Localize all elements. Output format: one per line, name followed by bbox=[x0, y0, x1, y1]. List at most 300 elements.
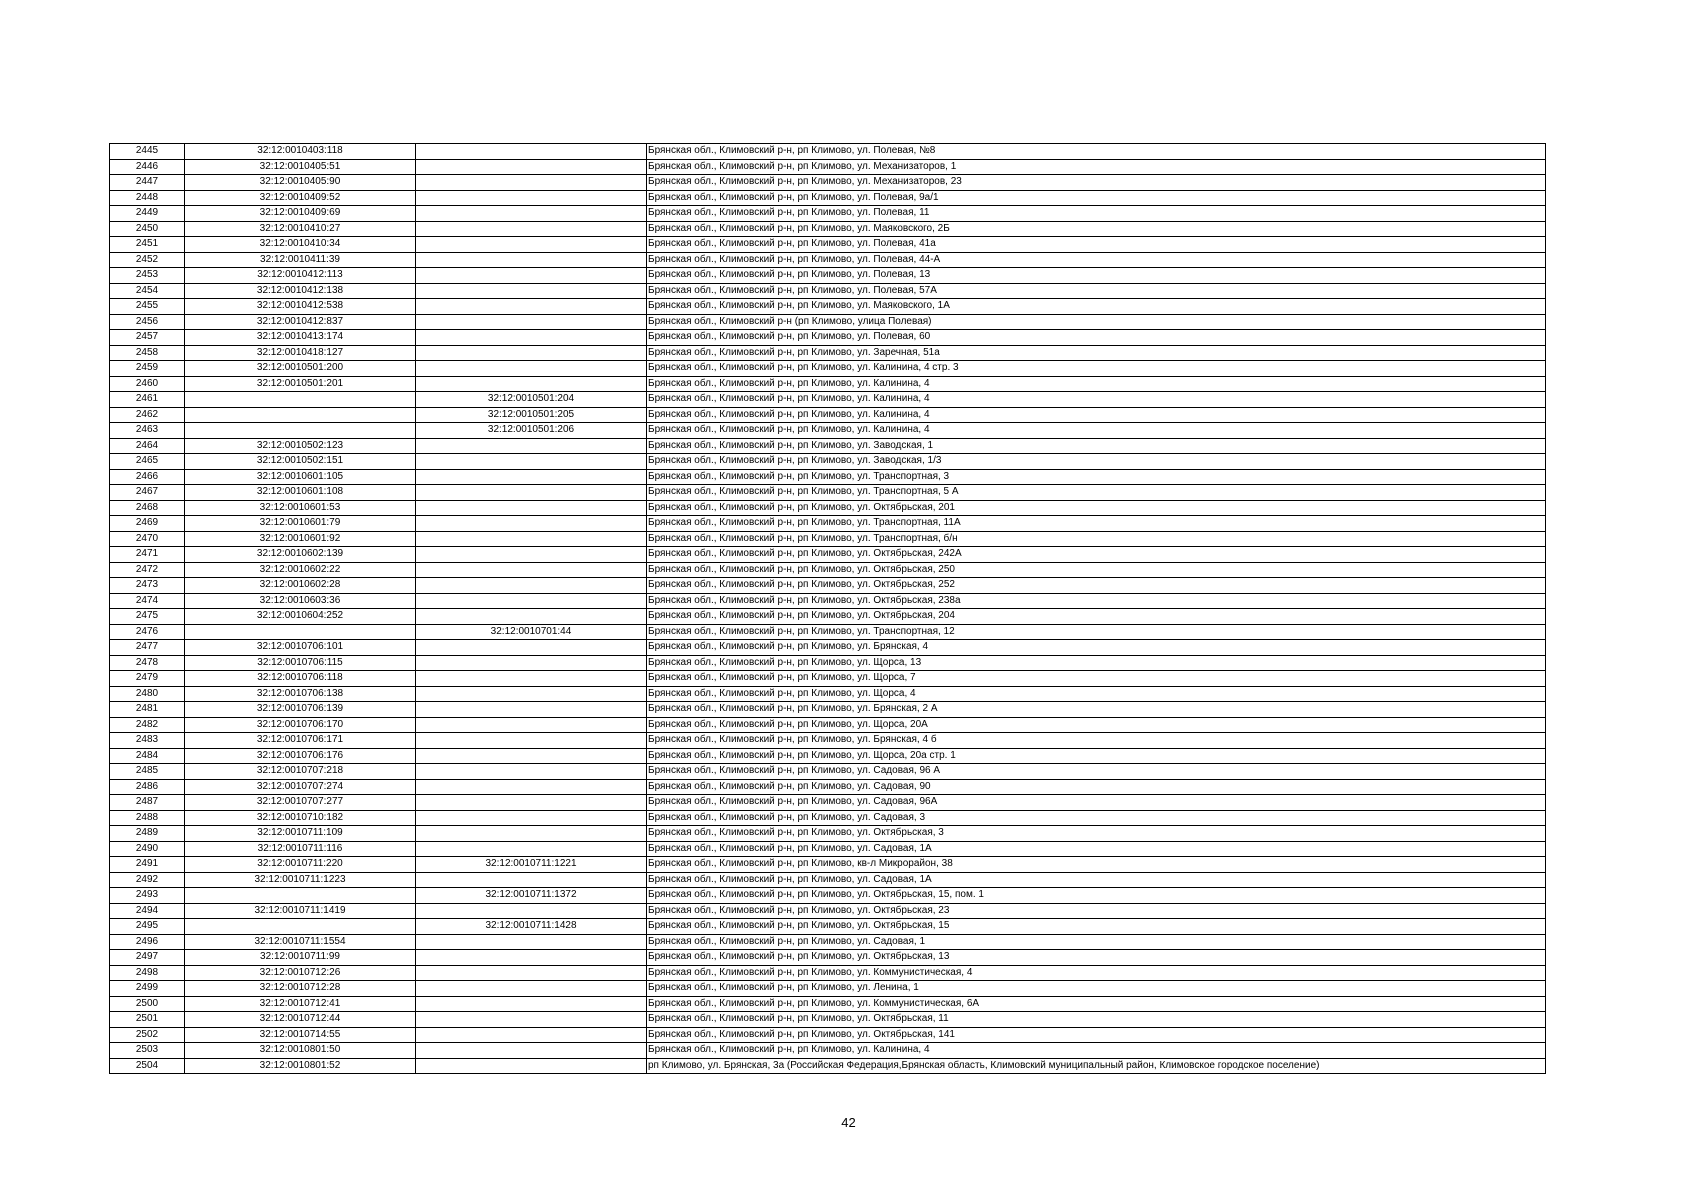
cadastral-number-cell bbox=[185, 888, 416, 904]
table-row bbox=[110, 965, 1546, 981]
cadastral-number-cell: 32:12:0010706:176 bbox=[185, 748, 416, 764]
linked-cadastral-number-cell bbox=[416, 950, 647, 966]
table-row bbox=[110, 733, 1546, 749]
table-row bbox=[110, 144, 1546, 160]
linked-cadastral-number-cell bbox=[416, 810, 647, 826]
linked-cadastral-number-cell bbox=[416, 252, 647, 268]
cadastral-number-cell: 32:12:0010711:116 bbox=[185, 841, 416, 857]
table-row bbox=[110, 717, 1546, 733]
address-cell: Брянская обл., Климовский р-н, рп Климово, ул. Октябрьская, 23 bbox=[647, 903, 1546, 919]
linked-cadastral-number-cell: 32:12:0010701:44 bbox=[416, 624, 647, 640]
cadastral-number-cell: 32:12:0010418:127 bbox=[185, 345, 416, 361]
cadastral-number-cell: 32:12:0010711:1419 bbox=[185, 903, 416, 919]
cadastral-number-cell: 32:12:0010412:837 bbox=[185, 314, 416, 330]
row-number-cell: 2479 bbox=[110, 671, 185, 687]
cadastral-number-cell bbox=[185, 919, 416, 935]
table-row bbox=[110, 1058, 1546, 1074]
row-number-cell: 2492 bbox=[110, 872, 185, 888]
row-number-cell: 2495 bbox=[110, 919, 185, 935]
row-number-cell: 2502 bbox=[110, 1027, 185, 1043]
row-number-cell: 2478 bbox=[110, 655, 185, 671]
address-cell: рп Климово, ул. Брянская, 3а (Российская Федерация,Брянская область, Климовский муниципальный район, Климовское городское поселение) bbox=[647, 1058, 1546, 1074]
table-row bbox=[110, 950, 1546, 966]
cadastral-number-cell: 32:12:0010706:139 bbox=[185, 702, 416, 718]
table-row bbox=[110, 857, 1546, 873]
cadastral-number-cell: 32:12:0010714:55 bbox=[185, 1027, 416, 1043]
linked-cadastral-number-cell bbox=[416, 237, 647, 253]
table-row bbox=[110, 841, 1546, 857]
linked-cadastral-number-cell bbox=[416, 1043, 647, 1059]
linked-cadastral-number-cell bbox=[416, 578, 647, 594]
address-cell: Брянская обл., Климовский р-н, рп Климово, ул. Заречная, 51а bbox=[647, 345, 1546, 361]
table-row bbox=[110, 299, 1546, 315]
table-row bbox=[110, 361, 1546, 377]
address-cell: Брянская обл., Климовский р-н, рп Климово, ул. Брянская, 2 А bbox=[647, 702, 1546, 718]
table-row bbox=[110, 314, 1546, 330]
row-number-cell: 2456 bbox=[110, 314, 185, 330]
table-row bbox=[110, 221, 1546, 237]
row-number-cell: 2486 bbox=[110, 779, 185, 795]
address-cell: Брянская обл., Климовский р-н (рп Климово, улица Полевая) bbox=[647, 314, 1546, 330]
cadastral-number-cell: 32:12:0010706:115 bbox=[185, 655, 416, 671]
linked-cadastral-number-cell bbox=[416, 1012, 647, 1028]
table-row bbox=[110, 516, 1546, 532]
cadastral-number-cell: 32:12:0010405:90 bbox=[185, 175, 416, 191]
row-number-cell: 2447 bbox=[110, 175, 185, 191]
linked-cadastral-number-cell bbox=[416, 159, 647, 175]
cadastral-number-cell: 32:12:0010711:220 bbox=[185, 857, 416, 873]
row-number-cell: 2496 bbox=[110, 934, 185, 950]
address-cell: Брянская обл., Климовский р-н, рп Климово, ул. Коммунистическая, 6А bbox=[647, 996, 1546, 1012]
row-number-cell: 2451 bbox=[110, 237, 185, 253]
table-row bbox=[110, 500, 1546, 516]
row-number-cell: 2463 bbox=[110, 423, 185, 439]
address-cell: Брянская обл., Климовский р-н, рп Климово, ул. Октябрьская, 242А bbox=[647, 547, 1546, 563]
row-number-cell: 2504 bbox=[110, 1058, 185, 1074]
address-cell: Брянская обл., Климовский р-н, рп Климово, ул. Садовая, 1 bbox=[647, 934, 1546, 950]
address-cell: Брянская обл., Климовский р-н, рп Климово, ул. Щорса, 13 bbox=[647, 655, 1546, 671]
linked-cadastral-number-cell bbox=[416, 469, 647, 485]
cadastral-number-cell: 32:12:0010412:138 bbox=[185, 283, 416, 299]
linked-cadastral-number-cell bbox=[416, 609, 647, 625]
row-number-cell: 2445 bbox=[110, 144, 185, 160]
linked-cadastral-number-cell bbox=[416, 438, 647, 454]
linked-cadastral-number-cell bbox=[416, 500, 647, 516]
address-cell: Брянская обл., Климовский р-н, рп Климово, ул. Транспортная, б/н bbox=[647, 531, 1546, 547]
table-row bbox=[110, 671, 1546, 687]
row-number-cell: 2501 bbox=[110, 1012, 185, 1028]
cadastral-number-cell: 32:12:0010712:44 bbox=[185, 1012, 416, 1028]
row-number-cell: 2466 bbox=[110, 469, 185, 485]
cadastral-number-cell: 32:12:0010712:28 bbox=[185, 981, 416, 997]
cadastral-number-cell: 32:12:0010601:108 bbox=[185, 485, 416, 501]
cadastral-number-cell: 32:12:0010601:53 bbox=[185, 500, 416, 516]
row-number-cell: 2500 bbox=[110, 996, 185, 1012]
row-number-cell: 2458 bbox=[110, 345, 185, 361]
row-number-cell: 2468 bbox=[110, 500, 185, 516]
table-row bbox=[110, 795, 1546, 811]
address-cell: Брянская обл., Климовский р-н, рп Климово, ул. Полевая, №8 bbox=[647, 144, 1546, 160]
cadastral-number-cell: 32:12:0010801:50 bbox=[185, 1043, 416, 1059]
linked-cadastral-number-cell bbox=[416, 376, 647, 392]
table-row bbox=[110, 175, 1546, 191]
linked-cadastral-number-cell bbox=[416, 283, 647, 299]
address-cell: Брянская обл., Климовский р-н, рп Климово, ул. Заводская, 1 bbox=[647, 438, 1546, 454]
cadastral-number-cell bbox=[185, 423, 416, 439]
linked-cadastral-number-cell bbox=[416, 965, 647, 981]
row-number-cell: 2483 bbox=[110, 733, 185, 749]
table-row bbox=[110, 562, 1546, 578]
table-row bbox=[110, 159, 1546, 175]
address-cell: Брянская обл., Климовский р-н, рп Климово, ул. Щорса, 4 bbox=[647, 686, 1546, 702]
cadastral-number-cell: 32:12:0010602:139 bbox=[185, 547, 416, 563]
cadastral-number-cell: 32:12:0010601:105 bbox=[185, 469, 416, 485]
linked-cadastral-number-cell bbox=[416, 996, 647, 1012]
address-cell: Брянская обл., Климовский р-н, рп Климово, ул. Октябрьская, 238а bbox=[647, 593, 1546, 609]
cadastral-number-cell: 32:12:0010412:538 bbox=[185, 299, 416, 315]
address-cell: Брянская обл., Климовский р-н, рп Климово, ул. Механизаторов, 23 bbox=[647, 175, 1546, 191]
linked-cadastral-number-cell bbox=[416, 485, 647, 501]
linked-cadastral-number-cell bbox=[416, 934, 647, 950]
linked-cadastral-number-cell bbox=[416, 981, 647, 997]
table-row bbox=[110, 345, 1546, 361]
cadastral-number-cell: 32:12:0010413:174 bbox=[185, 330, 416, 346]
linked-cadastral-number-cell: 32:12:0010501:205 bbox=[416, 407, 647, 423]
table-row bbox=[110, 609, 1546, 625]
cadastral-number-cell: 32:12:0010706:170 bbox=[185, 717, 416, 733]
table-row bbox=[110, 237, 1546, 253]
address-cell: Брянская обл., Климовский р-н, рп Климово, ул. Садовая, 3 bbox=[647, 810, 1546, 826]
table-row bbox=[110, 407, 1546, 423]
table-row bbox=[110, 423, 1546, 439]
cadastral-number-cell: 32:12:0010706:171 bbox=[185, 733, 416, 749]
cadastral-number-cell: 32:12:0010706:101 bbox=[185, 640, 416, 656]
linked-cadastral-number-cell bbox=[416, 268, 647, 284]
cadastral-number-cell: 32:12:0010502:123 bbox=[185, 438, 416, 454]
cadastral-number-cell: 32:12:0010601:79 bbox=[185, 516, 416, 532]
address-cell: Брянская обл., Климовский р-н, рп Климово, ул. Октябрьская, 204 bbox=[647, 609, 1546, 625]
cadastral-number-cell: 32:12:0010502:151 bbox=[185, 454, 416, 470]
address-cell: Брянская обл., Климовский р-н, рп Климово, ул. Калинина, 4 bbox=[647, 376, 1546, 392]
row-number-cell: 2453 bbox=[110, 268, 185, 284]
address-cell: Брянская обл., Климовский р-н, рп Климово, ул. Октябрьская, 201 bbox=[647, 500, 1546, 516]
row-number-cell: 2461 bbox=[110, 392, 185, 408]
cadastral-number-cell: 32:12:0010706:138 bbox=[185, 686, 416, 702]
row-number-cell: 2481 bbox=[110, 702, 185, 718]
address-cell: Брянская обл., Климовский р-н, рп Климово, ул. Октябрьская, 250 bbox=[647, 562, 1546, 578]
row-number-cell: 2488 bbox=[110, 810, 185, 826]
row-number-cell: 2490 bbox=[110, 841, 185, 857]
table-row bbox=[110, 283, 1546, 299]
cadastral-number-cell: 32:12:0010712:26 bbox=[185, 965, 416, 981]
row-number-cell: 2491 bbox=[110, 857, 185, 873]
table-row bbox=[110, 469, 1546, 485]
linked-cadastral-number-cell bbox=[416, 872, 647, 888]
address-cell: Брянская обл., Климовский р-н, рп Климово, ул. Щорса, 7 bbox=[647, 671, 1546, 687]
cadastral-number-cell: 32:12:0010603:36 bbox=[185, 593, 416, 609]
address-cell: Брянская обл., Климовский р-н, рп Климово, ул. Калинина, 4 bbox=[647, 1043, 1546, 1059]
table-row bbox=[110, 655, 1546, 671]
address-cell: Брянская обл., Климовский р-н, рп Климово, ул. Октябрьская, 141 bbox=[647, 1027, 1546, 1043]
table-row bbox=[110, 268, 1546, 284]
row-number-cell: 2482 bbox=[110, 717, 185, 733]
linked-cadastral-number-cell bbox=[416, 640, 647, 656]
row-number-cell: 2484 bbox=[110, 748, 185, 764]
linked-cadastral-number-cell bbox=[416, 748, 647, 764]
cadastral-number-cell: 32:12:0010410:27 bbox=[185, 221, 416, 237]
row-number-cell: 2462 bbox=[110, 407, 185, 423]
table-row bbox=[110, 1043, 1546, 1059]
linked-cadastral-number-cell bbox=[416, 547, 647, 563]
address-cell: Брянская обл., Климовский р-н, рп Климово, ул. Калинина, 4 bbox=[647, 392, 1546, 408]
cadastral-number-cell: 32:12:0010712:41 bbox=[185, 996, 416, 1012]
cadastral-number-cell: 32:12:0010707:218 bbox=[185, 764, 416, 780]
cadastral-number-cell: 32:12:0010706:118 bbox=[185, 671, 416, 687]
address-cell: Брянская обл., Климовский р-н, рп Климово, ул. Октябрьская, 11 bbox=[647, 1012, 1546, 1028]
linked-cadastral-number-cell bbox=[416, 733, 647, 749]
address-cell: Брянская обл., Климовский р-н, рп Климово, ул. Калинина, 4 bbox=[647, 407, 1546, 423]
row-number-cell: 2467 bbox=[110, 485, 185, 501]
address-cell: Брянская обл., Климовский р-н, рп Климово, ул. Садовая, 1А bbox=[647, 872, 1546, 888]
row-number-cell: 2460 bbox=[110, 376, 185, 392]
cadastral-number-cell: 32:12:0010711:109 bbox=[185, 826, 416, 842]
table-row bbox=[110, 252, 1546, 268]
cadastral-number-cell: 32:12:0010501:201 bbox=[185, 376, 416, 392]
address-cell: Брянская обл., Климовский р-н, рп Климово, ул. Полевая, 57А bbox=[647, 283, 1546, 299]
address-cell: Брянская обл., Климовский р-н, рп Климово, ул. Октябрьская, 15, пом. 1 bbox=[647, 888, 1546, 904]
address-cell: Брянская обл., Климовский р-н, рп Климово, ул. Октябрьская, 15 bbox=[647, 919, 1546, 935]
row-number-cell: 2477 bbox=[110, 640, 185, 656]
linked-cadastral-number-cell bbox=[416, 903, 647, 919]
cadastral-number-cell: 32:12:0010411:39 bbox=[185, 252, 416, 268]
address-cell: Брянская обл., Климовский р-н, рп Климово, ул. Калинина, 4 стр. 3 bbox=[647, 361, 1546, 377]
address-cell: Брянская обл., Климовский р-н, рп Климово, ул. Ленина, 1 bbox=[647, 981, 1546, 997]
linked-cadastral-number-cell bbox=[416, 454, 647, 470]
row-number-cell: 2448 bbox=[110, 190, 185, 206]
cadastral-table bbox=[109, 143, 1546, 1074]
row-number-cell: 2497 bbox=[110, 950, 185, 966]
address-cell: Брянская обл., Климовский р-н, рп Климово, ул. Механизаторов, 1 bbox=[647, 159, 1546, 175]
address-cell: Брянская обл., Климовский р-н, рп Климово, ул. Брянская, 4 bbox=[647, 640, 1546, 656]
linked-cadastral-number-cell bbox=[416, 345, 647, 361]
linked-cadastral-number-cell bbox=[416, 221, 647, 237]
linked-cadastral-number-cell: 32:12:0010711:1372 bbox=[416, 888, 647, 904]
cadastral-number-cell: 32:12:0010409:69 bbox=[185, 206, 416, 222]
table-row bbox=[110, 640, 1546, 656]
row-number-cell: 2485 bbox=[110, 764, 185, 780]
row-number-cell: 2455 bbox=[110, 299, 185, 315]
linked-cadastral-number-cell: 32:12:0010501:206 bbox=[416, 423, 647, 439]
table-body bbox=[110, 144, 1546, 1074]
row-number-cell: 2446 bbox=[110, 159, 185, 175]
cadastral-number-cell: 32:12:0010711:99 bbox=[185, 950, 416, 966]
linked-cadastral-number-cell bbox=[416, 330, 647, 346]
cadastral-number-cell: 32:12:0010602:28 bbox=[185, 578, 416, 594]
cadastral-number-cell: 32:12:0010410:34 bbox=[185, 237, 416, 253]
row-number-cell: 2503 bbox=[110, 1043, 185, 1059]
cadastral-number-cell: 32:12:0010501:200 bbox=[185, 361, 416, 377]
table-row bbox=[110, 624, 1546, 640]
linked-cadastral-number-cell: 32:12:0010501:204 bbox=[416, 392, 647, 408]
linked-cadastral-number-cell bbox=[416, 314, 647, 330]
linked-cadastral-number-cell bbox=[416, 562, 647, 578]
address-cell: Брянская обл., Климовский р-н, рп Климово, ул. Полевая, 41а bbox=[647, 237, 1546, 253]
address-cell: Брянская обл., Климовский р-н, рп Климово, ул. Полевая, 11 bbox=[647, 206, 1546, 222]
table-row bbox=[110, 531, 1546, 547]
table-row bbox=[110, 578, 1546, 594]
address-cell: Брянская обл., Климовский р-н, рп Климово, ул. Транспортная, 11А bbox=[647, 516, 1546, 532]
address-cell: Брянская обл., Климовский р-н, рп Климово, ул. Брянская, 4 б bbox=[647, 733, 1546, 749]
table-row bbox=[110, 903, 1546, 919]
cadastral-number-cell: 32:12:0010707:274 bbox=[185, 779, 416, 795]
row-number-cell: 2470 bbox=[110, 531, 185, 547]
linked-cadastral-number-cell: 32:12:0010711:1428 bbox=[416, 919, 647, 935]
address-cell: Брянская обл., Климовский р-н, рп Климово, ул. Октябрьская, 3 bbox=[647, 826, 1546, 842]
row-number-cell: 2474 bbox=[110, 593, 185, 609]
address-cell: Брянская обл., Климовский р-н, рп Климово, ул. Полевая, 44-А bbox=[647, 252, 1546, 268]
linked-cadastral-number-cell bbox=[416, 686, 647, 702]
linked-cadastral-number-cell bbox=[416, 671, 647, 687]
address-cell: Брянская обл., Климовский р-н, рп Климово, кв-л Микрорайон, 38 bbox=[647, 857, 1546, 873]
cadastral-number-cell: 32:12:0010405:51 bbox=[185, 159, 416, 175]
row-number-cell: 2465 bbox=[110, 454, 185, 470]
linked-cadastral-number-cell bbox=[416, 826, 647, 842]
row-number-cell: 2472 bbox=[110, 562, 185, 578]
row-number-cell: 2480 bbox=[110, 686, 185, 702]
table-row bbox=[110, 1012, 1546, 1028]
table-row bbox=[110, 919, 1546, 935]
address-cell: Брянская обл., Климовский р-н, рп Климово, ул. Полевая, 13 bbox=[647, 268, 1546, 284]
linked-cadastral-number-cell bbox=[416, 795, 647, 811]
linked-cadastral-number-cell bbox=[416, 1027, 647, 1043]
cadastral-number-cell bbox=[185, 624, 416, 640]
row-number-cell: 2494 bbox=[110, 903, 185, 919]
row-number-cell: 2475 bbox=[110, 609, 185, 625]
row-number-cell: 2487 bbox=[110, 795, 185, 811]
row-number-cell: 2457 bbox=[110, 330, 185, 346]
linked-cadastral-number-cell bbox=[416, 361, 647, 377]
linked-cadastral-number-cell bbox=[416, 516, 647, 532]
table-row bbox=[110, 872, 1546, 888]
table-row bbox=[110, 996, 1546, 1012]
address-cell: Брянская обл., Климовский р-н, рп Климово, ул. Полевая, 9а/1 bbox=[647, 190, 1546, 206]
cadastral-number-cell: 32:12:0010412:113 bbox=[185, 268, 416, 284]
address-cell: Брянская обл., Климовский р-н, рп Климово, ул. Заводская, 1/3 bbox=[647, 454, 1546, 470]
cadastral-number-cell bbox=[185, 392, 416, 408]
linked-cadastral-number-cell bbox=[416, 531, 647, 547]
row-number-cell: 2454 bbox=[110, 283, 185, 299]
row-number-cell: 2498 bbox=[110, 965, 185, 981]
row-number-cell: 2473 bbox=[110, 578, 185, 594]
table-row bbox=[110, 888, 1546, 904]
table-row bbox=[110, 485, 1546, 501]
row-number-cell: 2493 bbox=[110, 888, 185, 904]
row-number-cell: 2476 bbox=[110, 624, 185, 640]
linked-cadastral-number-cell bbox=[416, 175, 647, 191]
table-row bbox=[110, 1027, 1546, 1043]
row-number-cell: 2471 bbox=[110, 547, 185, 563]
row-number-cell: 2489 bbox=[110, 826, 185, 842]
address-cell: Брянская обл., Климовский р-н, рп Климово, ул. Октябрьская, 252 bbox=[647, 578, 1546, 594]
table-row bbox=[110, 702, 1546, 718]
linked-cadastral-number-cell bbox=[416, 593, 647, 609]
table-row bbox=[110, 438, 1546, 454]
cadastral-number-cell: 32:12:0010403:118 bbox=[185, 144, 416, 160]
cadastral-number-cell bbox=[185, 407, 416, 423]
address-cell: Брянская обл., Климовский р-н, рп Климово, ул. Транспортная, 5 А bbox=[647, 485, 1546, 501]
linked-cadastral-number-cell bbox=[416, 841, 647, 857]
address-cell: Брянская обл., Климовский р-н, рп Климово, ул. Коммунистическая, 4 bbox=[647, 965, 1546, 981]
row-number-cell: 2499 bbox=[110, 981, 185, 997]
row-number-cell: 2464 bbox=[110, 438, 185, 454]
row-number-cell: 2452 bbox=[110, 252, 185, 268]
address-cell: Брянская обл., Климовский р-н, рп Климово, ул. Садовая, 96 А bbox=[647, 764, 1546, 780]
address-cell: Брянская обл., Климовский р-н, рп Климово, ул. Транспортная, 12 bbox=[647, 624, 1546, 640]
table-row bbox=[110, 779, 1546, 795]
cadastral-number-cell: 32:12:0010409:52 bbox=[185, 190, 416, 206]
linked-cadastral-number-cell bbox=[416, 144, 647, 160]
linked-cadastral-number-cell bbox=[416, 1058, 647, 1074]
table-row bbox=[110, 593, 1546, 609]
table-row bbox=[110, 190, 1546, 206]
row-number-cell: 2450 bbox=[110, 221, 185, 237]
cadastral-number-cell: 32:12:0010711:1223 bbox=[185, 872, 416, 888]
table-row bbox=[110, 454, 1546, 470]
table-row bbox=[110, 547, 1546, 563]
cadastral-number-cell: 32:12:0010604:252 bbox=[185, 609, 416, 625]
linked-cadastral-number-cell bbox=[416, 206, 647, 222]
linked-cadastral-number-cell bbox=[416, 190, 647, 206]
address-cell: Брянская обл., Климовский р-н, рп Климово, ул. Полевая, 60 bbox=[647, 330, 1546, 346]
linked-cadastral-number-cell bbox=[416, 655, 647, 671]
table-row bbox=[110, 206, 1546, 222]
cadastral-number-cell: 32:12:0010601:92 bbox=[185, 531, 416, 547]
address-cell: Брянская обл., Климовский р-н, рп Климово, ул. Садовая, 90 bbox=[647, 779, 1546, 795]
row-number-cell: 2469 bbox=[110, 516, 185, 532]
page-number: 42 bbox=[841, 1115, 856, 1130]
row-number-cell: 2449 bbox=[110, 206, 185, 222]
table-row bbox=[110, 934, 1546, 950]
linked-cadastral-number-cell bbox=[416, 779, 647, 795]
address-cell: Брянская обл., Климовский р-н, рп Климово, ул. Щорса, 20а стр. 1 bbox=[647, 748, 1546, 764]
address-cell: Брянская обл., Климовский р-н, рп Климово, ул. Щорса, 20А bbox=[647, 717, 1546, 733]
row-number-cell: 2459 bbox=[110, 361, 185, 377]
linked-cadastral-number-cell: 32:12:0010711:1221 bbox=[416, 857, 647, 873]
cadastral-number-cell: 32:12:0010710:182 bbox=[185, 810, 416, 826]
linked-cadastral-number-cell bbox=[416, 717, 647, 733]
address-cell: Брянская обл., Климовский р-н, рп Климово, ул. Садовая, 96А bbox=[647, 795, 1546, 811]
cadastral-number-cell: 32:12:0010707:277 bbox=[185, 795, 416, 811]
table-row bbox=[110, 826, 1546, 842]
table-row bbox=[110, 330, 1546, 346]
address-cell: Брянская обл., Климовский р-н, рп Климово, ул. Октябрьская, 13 bbox=[647, 950, 1546, 966]
cadastral-number-cell: 32:12:0010711:1554 bbox=[185, 934, 416, 950]
address-cell: Брянская обл., Климовский р-н, рп Климово, ул. Калинина, 4 bbox=[647, 423, 1546, 439]
linked-cadastral-number-cell bbox=[416, 299, 647, 315]
cadastral-number-cell: 32:12:0010602:22 bbox=[185, 562, 416, 578]
table-row bbox=[110, 392, 1546, 408]
linked-cadastral-number-cell bbox=[416, 764, 647, 780]
address-cell: Брянская обл., Климовский р-н, рп Климово, ул. Транспортная, 3 bbox=[647, 469, 1546, 485]
table-row bbox=[110, 376, 1546, 392]
address-cell: Брянская обл., Климовский р-н, рп Климово, ул. Маяковского, 1А bbox=[647, 299, 1546, 315]
address-cell: Брянская обл., Климовский р-н, рп Климово, ул. Садовая, 1А bbox=[647, 841, 1546, 857]
table-row bbox=[110, 764, 1546, 780]
table-row bbox=[110, 686, 1546, 702]
table-row bbox=[110, 981, 1546, 997]
cadastral-number-cell: 32:12:0010801:52 bbox=[185, 1058, 416, 1074]
table-row bbox=[110, 748, 1546, 764]
